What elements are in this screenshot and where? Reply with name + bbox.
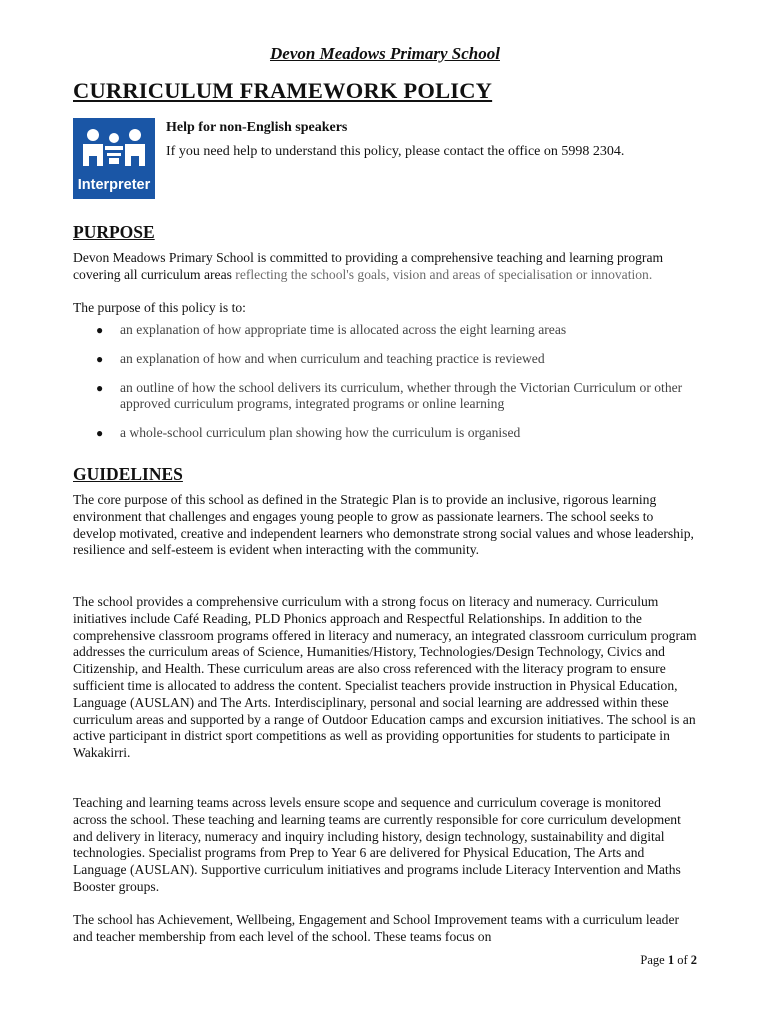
purpose-intro (73, 250, 698, 284)
bullet-text: an explanation of how and when curriculum and teaching practice is reviewed (120, 350, 545, 366)
purpose-intro-part2: reflecting the school's goals, vision and areas of specialisation or innovation. (235, 266, 653, 282)
interpreter-logo-text: Interpreter (77, 177, 151, 193)
page-number (640, 953, 697, 968)
help-text: If you need help to understand this policy, please contact the office on 5998 2304. (166, 144, 625, 159)
bullet-icon: ● (96, 426, 104, 441)
help-heading: Help for non-English speakers (166, 120, 348, 135)
bullet-icon: ● (96, 351, 104, 366)
bullet-icon: ● (96, 380, 104, 395)
interpreter-logo-icon (73, 118, 155, 199)
list-item (73, 351, 698, 368)
guidelines-heading: GUIDELINES (73, 464, 183, 484)
school-name: Devon Meadows Primary School (270, 44, 500, 63)
page-title: CURRICULUM FRAMEWORK POLICY (73, 78, 493, 103)
guidelines-paragraph: The core purpose of this school as defined in the Strategic Plan is to provide an inclusive, rigorous learning environment that challenges and engages young people to grow as passionate learners. The school seeks to develop motivated, creative and independent learners who demonstrate strong social values and whose leadership, resilience and self-esteem is evident when interacting with the community. (73, 492, 694, 558)
guidelines-paragraph: The school has Achievement, Wellbeing, Engagement and School Improvement teams with a curriculum leader and teacher membership from each level of the school. These teams focus on (73, 912, 680, 944)
purpose-lead: The purpose of this policy is to: (73, 300, 246, 315)
purpose-intro-part1: Devon Meadows Primary School is committed to providing a comprehensive teaching and learning program covering all curriculum areas (73, 250, 664, 282)
page-current: 1 (667, 953, 675, 967)
list-item (73, 322, 698, 339)
guidelines-paragraph: The school provides a comprehensive curriculum with a strong focus on literacy and numeracy. Curriculum initiatives include Café Reading, PLD Phonics approach and Respectful Relationships. In addition to the comprehensive classroom programs offered in literacy and numeracy, an integrated classroom curriculum program addresses the curriculum areas of Science, Humanities/History, Technologies/Design Technology, Civics and Citizenship, and Health. These curriculum areas are also cross referenced with the literacy program to ensure sufficient time is allocated to address the content. Specialist teachers provide instruction in Physical Education, Language (AUSLAN) and The Arts. Interdisciplinary, personal and social learning are addressed within these curriculum areas and supported by a range of Outdoor Education camps and excursion initiatives. The school is an active participant in district sport competitions as well as providing opportunities for students to participate in Wakakirri. (73, 594, 697, 761)
guidelines-paragraph: Teaching and learning teams across levels ensure scope and sequence and curriculum coverage is monitored across the school. These teaching and learning teams are currently responsible for core curriculum development and delivery in literacy, numeracy and inquiry including history, design technology, sustainability and digital technologies. Specialist programs from Prep to Year 6 are delivered for Physical Education, The Arts and Language (AUSLAN). Supportive curriculum initiatives and programs include Literacy Intervention and Maths Booster groups. (73, 795, 681, 894)
bullet-text: an outline of how the school delivers its curriculum, whether through the Victorian Curriculum or other approved curriculum programs, integrated programs or online learning (120, 379, 683, 412)
list-item (73, 380, 698, 414)
page-total: 2 (690, 953, 697, 967)
bullet-text: a whole-school curriculum plan showing how the curriculum is organised (120, 425, 521, 441)
page-word: Page (640, 953, 665, 967)
purpose-heading: PURPOSE (73, 222, 155, 242)
purpose-bullet-list (73, 322, 698, 454)
list-item (73, 425, 698, 442)
of-word: of (677, 953, 688, 967)
bullet-icon: ● (96, 323, 104, 337)
bullet-text: an explanation of how appropriate time is allocated across the eight learning areas (120, 322, 567, 337)
